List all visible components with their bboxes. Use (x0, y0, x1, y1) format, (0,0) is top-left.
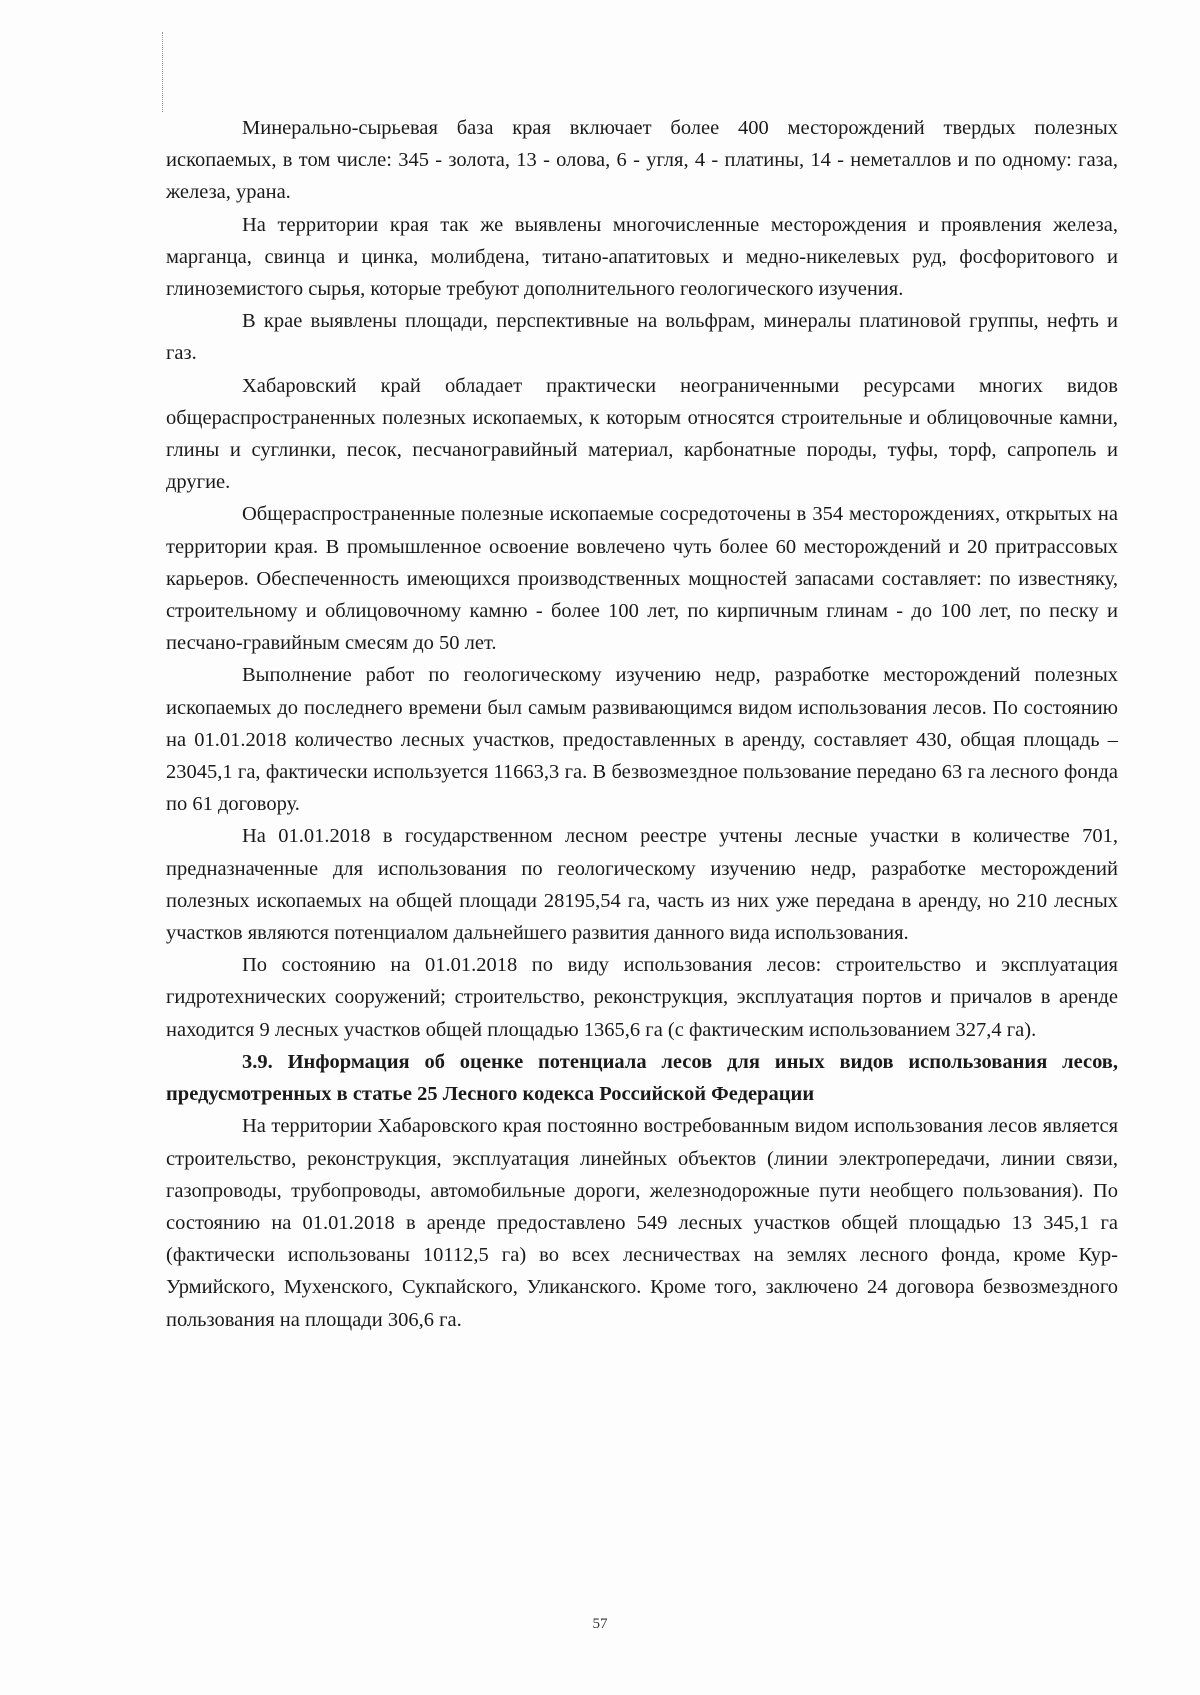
paragraph-linear-objects: На территории Хабаровского края постоянно востребованным видом использования лесов является строительство, реконструкция, эксплуатация линейных объектов (линии электропередачи, линии связи, газопроводы, трубопроводы, автомобильные дороги, железнодорожные пути необщего пользования). По состоянию на 01.01.2018 в аренде предоставлено 549 лесных участков общей площадью 13 345,1 га (фактически использованы 10112,5 га) во всех лесничествах на землях лесного фонда, кроме Кур-Урмийского, Мухенского, Сукпайского, Уликанского. Кроме того, заключено 24 договора безвозмездного пользования на площади 306,6 га. (166, 1115, 1118, 1331)
paragraph-geological-study: Выполнение работ по геологическому изучению недр, разработке месторождений полезных ископаемых до последнего времени был самым развивающимся видом использования лесов. По состоянию на 01.01.2018 количество лесных участков, предоставленных в аренду, составляет 430, общая площадь – 23045,1 га, фактически используется 11663,3 га. В безвозмездное пользование передано 63 га лесного фонда по 61 договору. (166, 664, 1118, 816)
paragraph-common-minerals: Хабаровский край обладает практически неограниченными ресурсами многих видов общераспространенных полезных ископаемых, к которым относятся строительные и облицовочные камни, глины и суглинки, песок, песчаногравийный материал, карбонатные породы, туфы, торф, сапропель и другие. (166, 374, 1118, 494)
paragraph-deposits: На территории края так же выявлены многочисленные месторождения и проявления железа, марганца, свинца и цинка, молибдена, титано-апатитовых и медно-никелевых руд, фосфоритового и глиноземистого сырья, которые требуют дополнительного геологического изучения. (166, 213, 1118, 301)
paragraph-forest-registry: На 01.01.2018 в государственном лесном реестре учтены лесные участки в количестве 701, предназначенные для использования по геологическому изучению недр, разработке месторождений полезных ископаемых на общей площади 28195,54 га, часть из них уже передана в аренду, но 210 лесных участков являются потенциалом дальнейшего развития данного вида использования. (166, 825, 1118, 945)
paragraph-mineral-base: Минерально-сырьевая база края включает более 400 месторождений твердых полезных ископаемых, в том числе: 345 - золота, 13 - олова, 6 - угля, 4 - платины, 14 - неметаллов и по одному: газа, железа, урана. (166, 117, 1118, 204)
binding-marks (162, 32, 167, 112)
paragraph-hydrotechnical: По состоянию на 01.01.2018 по виду использования лесов: строительство и эксплуатация гидротехнических сооружений; строительство, реконструкция, эксплуатация портов и причалов в аренде находится 9 лесных участков общей площадью 1365,6 га (с фактическим использованием 327,4 га). (166, 954, 1118, 1041)
document-body (166, 112, 1118, 1336)
page-number: 57 (592, 1616, 608, 1632)
paragraph-common-deposits: Общераспространенные полезные ископаемые сосредоточены в 354 месторождениях, открытых на территории края. В промышленное освоение вовлечено чуть более 60 месторождений и 20 притрассовых карьеров. Обеспеченность имеющихся производственных мощностей запасами составляет: по известняку, строительному и облицовочному камню - более 100 лет, по кирпичным глинам - до 100 лет, по песку и песчано-гравийным смесям до 50 лет. (166, 503, 1118, 655)
section-heading: 3.9. Информация об оценке потенциала лесов для иных видов использования лесов, предусмотренных в статье 25 Лесного кодекса Российской Федерации (166, 1050, 1118, 1106)
paragraph-prospective-areas: В крае выявлены площади, перспективные на вольфрам, минералы платиновой группы, нефть и газ. (166, 310, 1118, 365)
